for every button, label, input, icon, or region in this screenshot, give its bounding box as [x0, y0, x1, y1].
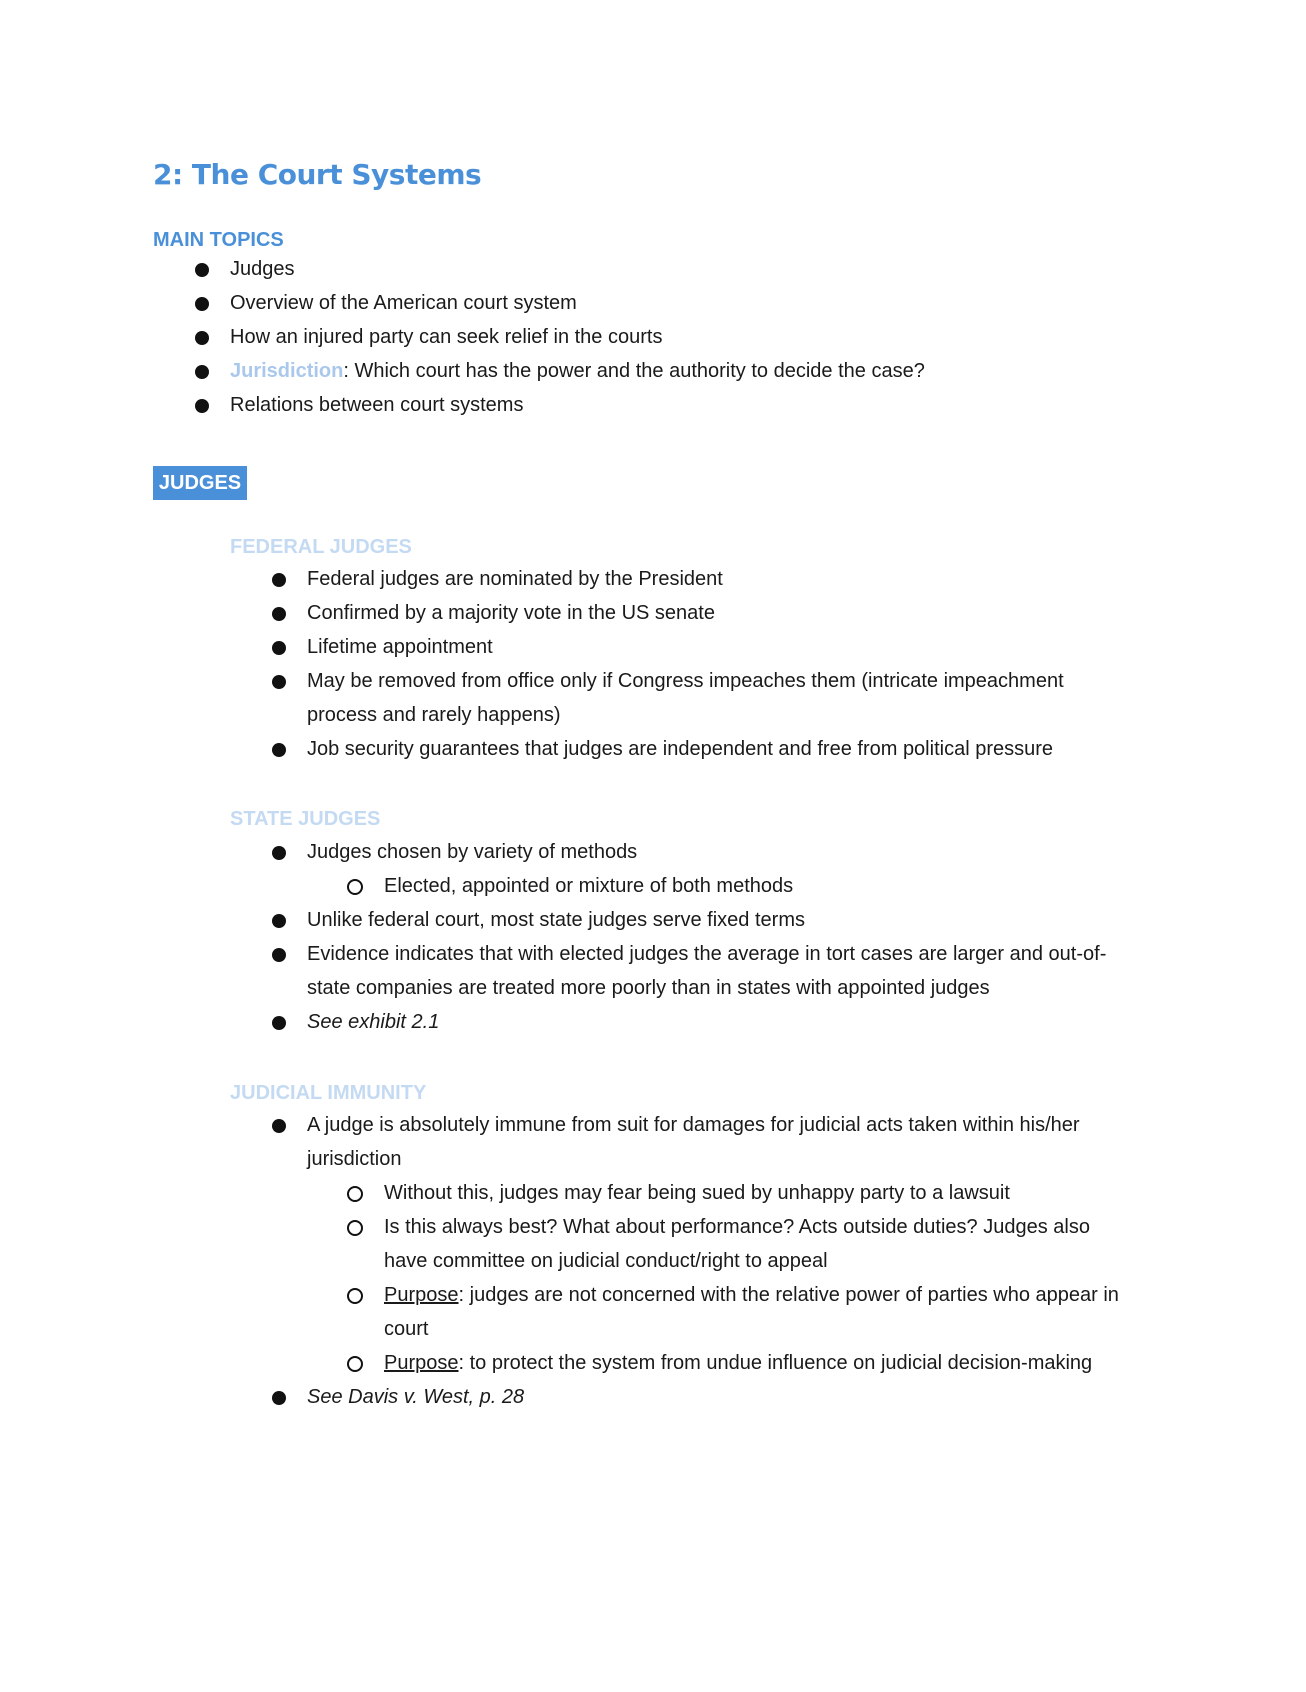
list-item: Judges [230, 252, 925, 286]
judicial-immunity-heading: JUDICIAL IMMUNITY [230, 1082, 427, 1104]
sub-list-item-continued: have committee on judicial conduct/right to appeal [384, 1250, 828, 1272]
purpose-label: Purpose [384, 1352, 459, 1374]
federal-judges-list [307, 562, 1064, 766]
list-item: Relations between court systems [230, 388, 925, 422]
list-item: See Davis v. West, p. 28 [307, 1380, 1119, 1414]
bullet-icon [272, 573, 286, 587]
sub-list-item: Is this always best? What about performance? Acts outside duties? Judges also [307, 1210, 1119, 1244]
bullet-icon [272, 743, 286, 757]
main-topics-heading: MAIN TOPICS [153, 229, 284, 251]
bullet-icon [272, 1016, 286, 1030]
list-item-continued: state companies are treated more poorly than in states with appointed judges [307, 977, 990, 999]
list-item: May be removed from office only if Congress impeaches them (intricate impeachment [307, 664, 1064, 698]
judicial-immunity-list [307, 1108, 1119, 1414]
list-item: Overview of the American court system [230, 286, 925, 320]
bullet-icon [272, 1391, 286, 1405]
bullet-icon [195, 365, 209, 379]
bullet-icon [195, 263, 209, 277]
sub-list-item: Without this, judges may fear being sued by unhappy party to a lawsuit [307, 1176, 1119, 1210]
list-item: Confirmed by a majority vote in the US senate [307, 596, 1064, 630]
page-title: 2: The Court Systems [153, 158, 482, 191]
jurisdiction-link[interactable]: Jurisdiction [230, 360, 344, 382]
judges-section-heading: JUDGES [153, 466, 247, 500]
hollow-bullet-icon [347, 1288, 363, 1304]
state-judges-heading: STATE JUDGES [230, 808, 381, 830]
sub-list-item: Elected, appointed or mixture of both methods [307, 869, 1106, 903]
hollow-bullet-icon [347, 1220, 363, 1236]
purpose-label: Purpose [384, 1284, 459, 1306]
list-item: Job security guarantees that judges are independent and free from political pressure [307, 732, 1064, 766]
sub-list-item: Purpose: judges are not concerned with the relative power of parties who appear in [307, 1278, 1119, 1312]
list-item: Jurisdiction: Which court has the power and the authority to decide the case? [230, 354, 925, 388]
list-item: Judges chosen by variety of methods [307, 835, 1106, 869]
sub-list-item: Purpose: to protect the system from undue influence on judicial decision-making [307, 1346, 1119, 1380]
list-item: Federal judges are nominated by the President [307, 562, 1064, 596]
hollow-bullet-icon [347, 879, 363, 895]
main-topics-list [230, 252, 925, 422]
bullet-icon [195, 399, 209, 413]
list-item-continued: jurisdiction [307, 1148, 402, 1170]
bullet-icon [272, 675, 286, 689]
list-item: How an injured party can seek relief in the courts [230, 320, 925, 354]
hollow-bullet-icon [347, 1186, 363, 1202]
bullet-icon [195, 331, 209, 345]
list-item: A judge is absolutely immune from suit for damages for judicial acts taken within his/her [307, 1108, 1119, 1142]
sub-list-item-continued: court [384, 1318, 429, 1340]
state-judges-list [307, 835, 1106, 1039]
hollow-bullet-icon [347, 1356, 363, 1372]
bullet-icon [272, 607, 286, 621]
list-item-continued: process and rarely happens) [307, 704, 561, 726]
bullet-icon [272, 948, 286, 962]
list-item: See exhibit 2.1 [307, 1005, 1106, 1039]
list-item: Lifetime appointment [307, 630, 1064, 664]
bullet-icon [195, 297, 209, 311]
list-item: Evidence indicates that with elected judges the average in tort cases are larger and out-of- [307, 937, 1106, 971]
bullet-icon [272, 846, 286, 860]
federal-judges-heading: FEDERAL JUDGES [230, 536, 412, 558]
bullet-icon [272, 641, 286, 655]
bullet-icon [272, 914, 286, 928]
list-item: Unlike federal court, most state judges serve fixed terms [307, 903, 1106, 937]
bullet-icon [272, 1119, 286, 1133]
